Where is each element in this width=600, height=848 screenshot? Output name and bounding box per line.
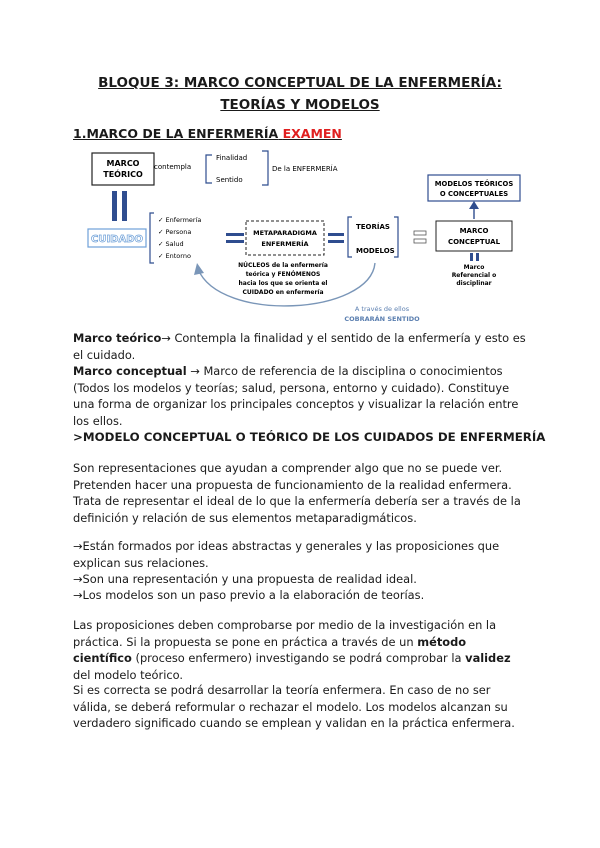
equals-outline-2 <box>414 239 426 243</box>
text-marco-conceptual: → Marco de referencia de la disciplina o conocimientos (Todos los modelos y teorías; salud, persona, entorno y cuidado). Constituye una forma de organizar los principales conceptos y visualizar la relación entre los ellos. <box>73 364 519 428</box>
marco-ref-line-1: Marco <box>463 264 485 271</box>
equals-outline-1 <box>414 231 426 235</box>
traves-line-2: COBRARÁN SENTIDO <box>344 315 420 323</box>
text-marco-teorico: → Contempla la finalidad y el sentido de la enfermería y esto es el cuidado. <box>73 331 526 362</box>
list-bracket <box>150 213 154 263</box>
nucleos-line-1: NÚCLEOS de la enfermería <box>238 262 328 269</box>
paragraph-marco-conceptual <box>73 363 528 429</box>
equals-bar-1 <box>112 191 117 221</box>
concept-diagram <box>70 145 540 325</box>
cuidado-label: CUIDADO <box>90 234 144 245</box>
term-metodo-cientifico: método científico <box>73 634 467 665</box>
small-bar-2 <box>476 253 479 261</box>
marco-conceptual-box <box>436 221 512 251</box>
section1-heading-text: 1.MARCO DE LA ENFERMERÍA <box>73 126 279 141</box>
prop-text-c: (proceso enfermero) investigando se podrá comprobar la <box>131 651 466 665</box>
marco-conceptual-line-1: MARCO <box>459 227 489 235</box>
exam-tag: EXAMEN <box>282 126 342 141</box>
de-la-enfermeria-label: De la ENFERMERÍA <box>272 165 338 173</box>
list-item-enfermeria: ✓ Enfermería <box>158 216 202 224</box>
curved-arrow-head <box>194 263 204 275</box>
bullet-paso-previo: →Los modelos son un paso previo a la elaboración de teorías. <box>73 588 425 602</box>
sentido-label: Sentido <box>216 176 243 184</box>
paragraph-marco-teorico <box>73 330 528 363</box>
metaparadigma-label-2: ENFERMERÍA <box>261 240 309 248</box>
equals-mid-1 <box>328 233 344 236</box>
list-item-persona: ✓ Persona <box>158 228 192 236</box>
term-marco-conceptual: Marco conceptual <box>73 364 187 378</box>
bullet-representacion: →Son una representación y una propuesta de realidad ideal. <box>73 572 417 586</box>
equals-left-2 <box>226 240 244 243</box>
equals-mid-2 <box>328 240 344 243</box>
modelos-teoricos-line-1: MODELOS TEÓRICOS <box>434 180 514 188</box>
modelos-label: MODELOS <box>356 247 395 255</box>
contempla-label: contempla <box>154 163 192 171</box>
marco-teorico-label-1: MARCO <box>106 159 140 168</box>
marco-conceptual-line-2: CONCEPTUAL <box>447 238 501 246</box>
teorias-bracket-left <box>348 217 352 257</box>
arrow-up-head <box>469 201 479 209</box>
term-marco-teorico: Marco teórico <box>73 331 162 345</box>
list-item-entorno: ✓ Entorno <box>158 252 191 260</box>
equals-bar-2 <box>122 191 127 221</box>
nucleos-line-3: hacia los que se orienta el <box>238 280 328 287</box>
metaparadigma-label-1: METAPARADIGMA <box>253 229 317 237</box>
paragraph-teoria-enfermera: Si es correcta se podrá desarrollar la teoría enfermera. En caso de no ser válida, se deberá reformular o rechazar el modelo. Los modelos alcanzan su verdadero significado cuando se emplean y validan en la práctica enfermera. <box>73 683 515 730</box>
paragraph-representaciones: Son representaciones que ayudan a comprender algo que no se puede ver. Pretenden hacer una propuesta de funcionamiento de la realidad enfermera. Trata de representar el ideal de lo que la enfermería debería ser a través de la definición y relación de sus elementos metaparadigmáticos. <box>73 461 521 525</box>
bullet-ideas-abstractas: →Están formados por ideas abstractas y generales y las proposiciones que explican sus relaciones. <box>73 539 500 570</box>
modelos-teoricos-line-2: O CONCEPTUALES <box>439 190 509 198</box>
section2-heading: >MODELO CONCEPTUAL O TEÓRICO DE LOS CUIDADOS DE ENFERMERÍA <box>73 430 546 444</box>
marco-ref-line-2: Referencial o <box>451 272 497 279</box>
bracket-left <box>206 155 212 183</box>
metaparadigma-box <box>246 221 324 255</box>
marco-teorico-label-2: TEÓRICO <box>103 170 143 179</box>
prop-text-e: del modelo teórico. <box>73 667 184 682</box>
nucleos-line-2: teórica y FENÓMENOS <box>245 271 321 278</box>
nucleos-line-4: CUIDADO en enfermería <box>242 289 324 296</box>
equals-left-1 <box>226 233 244 236</box>
marco-teorico-box <box>92 153 154 185</box>
prop-text-a: Las proposiciones deben comprobarse por medio de la investigación en la práctica. Si la propuesta se pone en práctica a través de un <box>73 618 497 649</box>
document-title: BLOQUE 3: MARCO CONCEPTUAL DE LA ENFERMERÍA: TEORÍAS Y MODELOS <box>98 75 502 113</box>
bracket-right <box>262 151 268 185</box>
marco-ref-line-3: disciplinar <box>456 280 492 287</box>
traves-line-1: A través de ellos <box>354 305 410 313</box>
finalidad-label: Finalidad <box>216 154 248 162</box>
teorias-label: TEORÍAS <box>356 223 390 231</box>
term-validez: validez <box>465 651 511 665</box>
section1-heading <box>73 126 342 141</box>
small-bar-1 <box>470 253 473 261</box>
paragraph-proposiciones <box>73 617 528 683</box>
list-item-salud: ✓ Salud <box>158 240 184 248</box>
